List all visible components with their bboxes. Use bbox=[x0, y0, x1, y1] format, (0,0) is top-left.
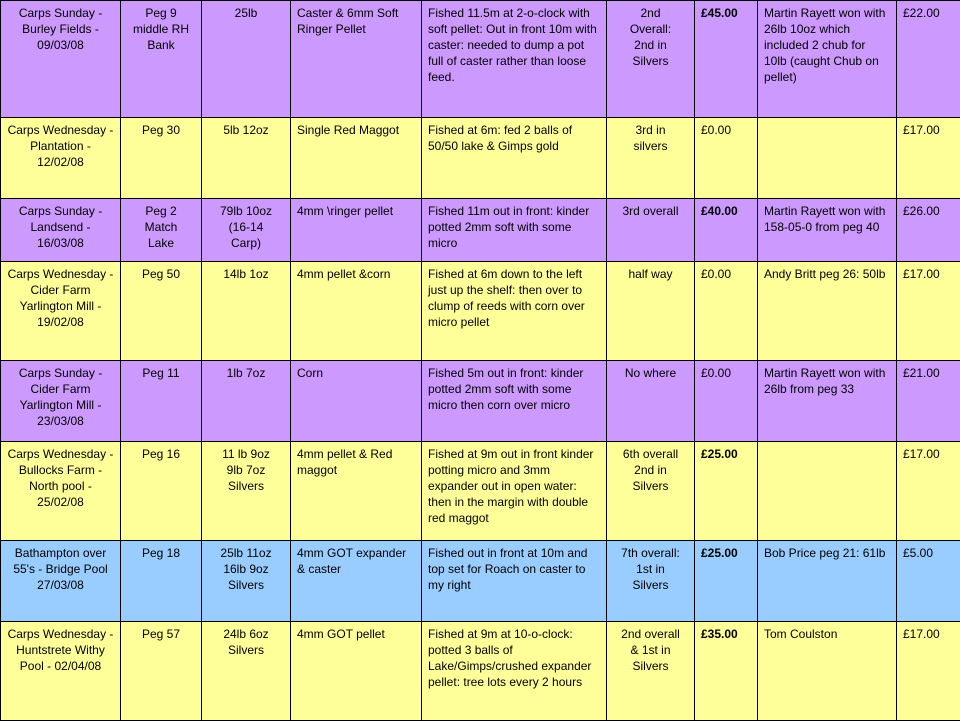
table-row bbox=[1, 361, 960, 442]
notes-cell: Fished 11m out in front: kinder potted 2mm soft with some micro bbox=[422, 199, 607, 262]
table-body bbox=[1, 1, 960, 721]
peg-cell: Peg 11 bbox=[121, 361, 202, 442]
prize-cell: £0.00 bbox=[695, 262, 758, 361]
pool-cell: £17.00 bbox=[897, 118, 960, 199]
position-cell: 3rd in silvers bbox=[607, 118, 695, 199]
prize-cell: £25.00 bbox=[695, 442, 758, 541]
peg-cell: Peg 50 bbox=[121, 262, 202, 361]
notes-cell: Fished 11.5m at 2-o-clock with soft pellet: Out in front 10m with caster: needed to dump a pot full of caster rather than loose feed. bbox=[422, 1, 607, 118]
table-row bbox=[1, 1, 960, 118]
table-row bbox=[1, 118, 960, 199]
position-cell: 7th overall: 1st in Silvers bbox=[607, 541, 695, 622]
weight-cell: 25lb 11oz 16lb 9oz Silvers bbox=[202, 541, 291, 622]
bait-cell: 4mm GOT expander & caster bbox=[291, 541, 422, 622]
prize-cell: £25.00 bbox=[695, 541, 758, 622]
bait-cell: 4mm pellet & Red maggot bbox=[291, 442, 422, 541]
peg-cell: Peg 57 bbox=[121, 622, 202, 721]
notes-cell: Fished at 9m out in front kinder potting micro and 3mm expander out in open water: then in the margin with double red maggot bbox=[422, 442, 607, 541]
weight-cell: 1lb 7oz bbox=[202, 361, 291, 442]
peg-cell: Peg 18 bbox=[121, 541, 202, 622]
bait-cell: 4mm \ringer pellet bbox=[291, 199, 422, 262]
table-row bbox=[1, 442, 960, 541]
bait-cell: Corn bbox=[291, 361, 422, 442]
bait-cell: 4mm GOT pellet bbox=[291, 622, 422, 721]
position-cell: half way bbox=[607, 262, 695, 361]
table-row bbox=[1, 199, 960, 262]
weight-cell: 14lb 1oz bbox=[202, 262, 291, 361]
peg-cell: Peg 30 bbox=[121, 118, 202, 199]
weight-cell: 79lb 10oz (16-14 Carp) bbox=[202, 199, 291, 262]
prize-cell: £35.00 bbox=[695, 622, 758, 721]
weight-cell: 5lb 12oz bbox=[202, 118, 291, 199]
weight-cell: 11 lb 9oz 9lb 7oz Silvers bbox=[202, 442, 291, 541]
bait-cell: Single Red Maggot bbox=[291, 118, 422, 199]
pool-cell: £26.00 bbox=[897, 199, 960, 262]
prize-cell: £0.00 bbox=[695, 118, 758, 199]
pool-cell: £21.00 bbox=[897, 361, 960, 442]
prize-cell: £40.00 bbox=[695, 199, 758, 262]
notes-cell: Fished at 6m: fed 2 balls of 50/50 lake & Gimps gold bbox=[422, 118, 607, 199]
winner-cell: Martin Rayett won with 158-05-0 from peg 40 bbox=[758, 199, 897, 262]
winner-cell: Bob Price peg 21: 61lb bbox=[758, 541, 897, 622]
winner-cell: Martin Rayett won with 26lb from peg 33 bbox=[758, 361, 897, 442]
position-cell: 3rd overall bbox=[607, 199, 695, 262]
peg-cell: Peg 16 bbox=[121, 442, 202, 541]
position-cell: 2nd Overall: 2nd in Silvers bbox=[607, 1, 695, 118]
winner-cell: Martin Rayett won with 26lb 10oz which included 2 chub for 10lb (caught Chub on pellet) bbox=[758, 1, 897, 118]
bait-cell: 4mm pellet &corn bbox=[291, 262, 422, 361]
table-row bbox=[1, 622, 960, 721]
pool-cell: £5.00 bbox=[897, 541, 960, 622]
match-cell: Carps Wednesday - Cider Farm Yarlington Mill - 19/02/08 bbox=[1, 262, 121, 361]
notes-cell: Fished at 6m down to the left just up the shelf: then over to clump of reeds with corn over micro pellet bbox=[422, 262, 607, 361]
table-row bbox=[1, 262, 960, 361]
match-cell: Carps Wednesday - Plantation - 12/02/08 bbox=[1, 118, 121, 199]
bait-cell: Caster & 6mm Soft Ringer Pellet bbox=[291, 1, 422, 118]
pool-cell: £17.00 bbox=[897, 442, 960, 541]
pool-cell: £22.00 bbox=[897, 1, 960, 118]
peg-cell: Peg 9 middle RH Bank bbox=[121, 1, 202, 118]
match-cell: Carps Sunday - Burley Fields - 09/03/08 bbox=[1, 1, 121, 118]
winner-cell bbox=[758, 442, 897, 541]
pool-cell: £17.00 bbox=[897, 622, 960, 721]
notes-cell: Fished at 9m at 10-o-clock: potted 3 balls of Lake/Gimps/crushed expander pellet: tree lots every 2 hours bbox=[422, 622, 607, 721]
pool-cell: £17.00 bbox=[897, 262, 960, 361]
match-cell: Carps Sunday - Landsend - 16/03/08 bbox=[1, 199, 121, 262]
winner-cell: Tom Coulston bbox=[758, 622, 897, 721]
match-cell: Bathampton over 55's - Bridge Pool 27/03/08 bbox=[1, 541, 121, 622]
winner-cell bbox=[758, 118, 897, 199]
match-cell: Carps Wednesday - Huntstrete Withy Pool - 02/04/08 bbox=[1, 622, 121, 721]
peg-cell: Peg 2 Match Lake bbox=[121, 199, 202, 262]
match-cell: Carps Sunday - Cider Farm Yarlington Mill - 23/03/08 bbox=[1, 361, 121, 442]
weight-cell: 25lb bbox=[202, 1, 291, 118]
weight-cell: 24lb 6oz Silvers bbox=[202, 622, 291, 721]
prize-cell: £45.00 bbox=[695, 1, 758, 118]
match-cell: Carps Wednesday - Bullocks Farm - North pool - 25/02/08 bbox=[1, 442, 121, 541]
notes-cell: Fished out in front at 10m and top set for Roach on caster to my right bbox=[422, 541, 607, 622]
position-cell: 2nd overall & 1st in Silvers bbox=[607, 622, 695, 721]
position-cell: 6th overall 2nd in Silvers bbox=[607, 442, 695, 541]
prize-cell: £0.00 bbox=[695, 361, 758, 442]
winner-cell: Andy Britt peg 26: 50lb bbox=[758, 262, 897, 361]
table-row bbox=[1, 541, 960, 622]
position-cell: No where bbox=[607, 361, 695, 442]
notes-cell: Fished 5m out in front: kinder potted 2mm soft with some micro then corn over micro bbox=[422, 361, 607, 442]
